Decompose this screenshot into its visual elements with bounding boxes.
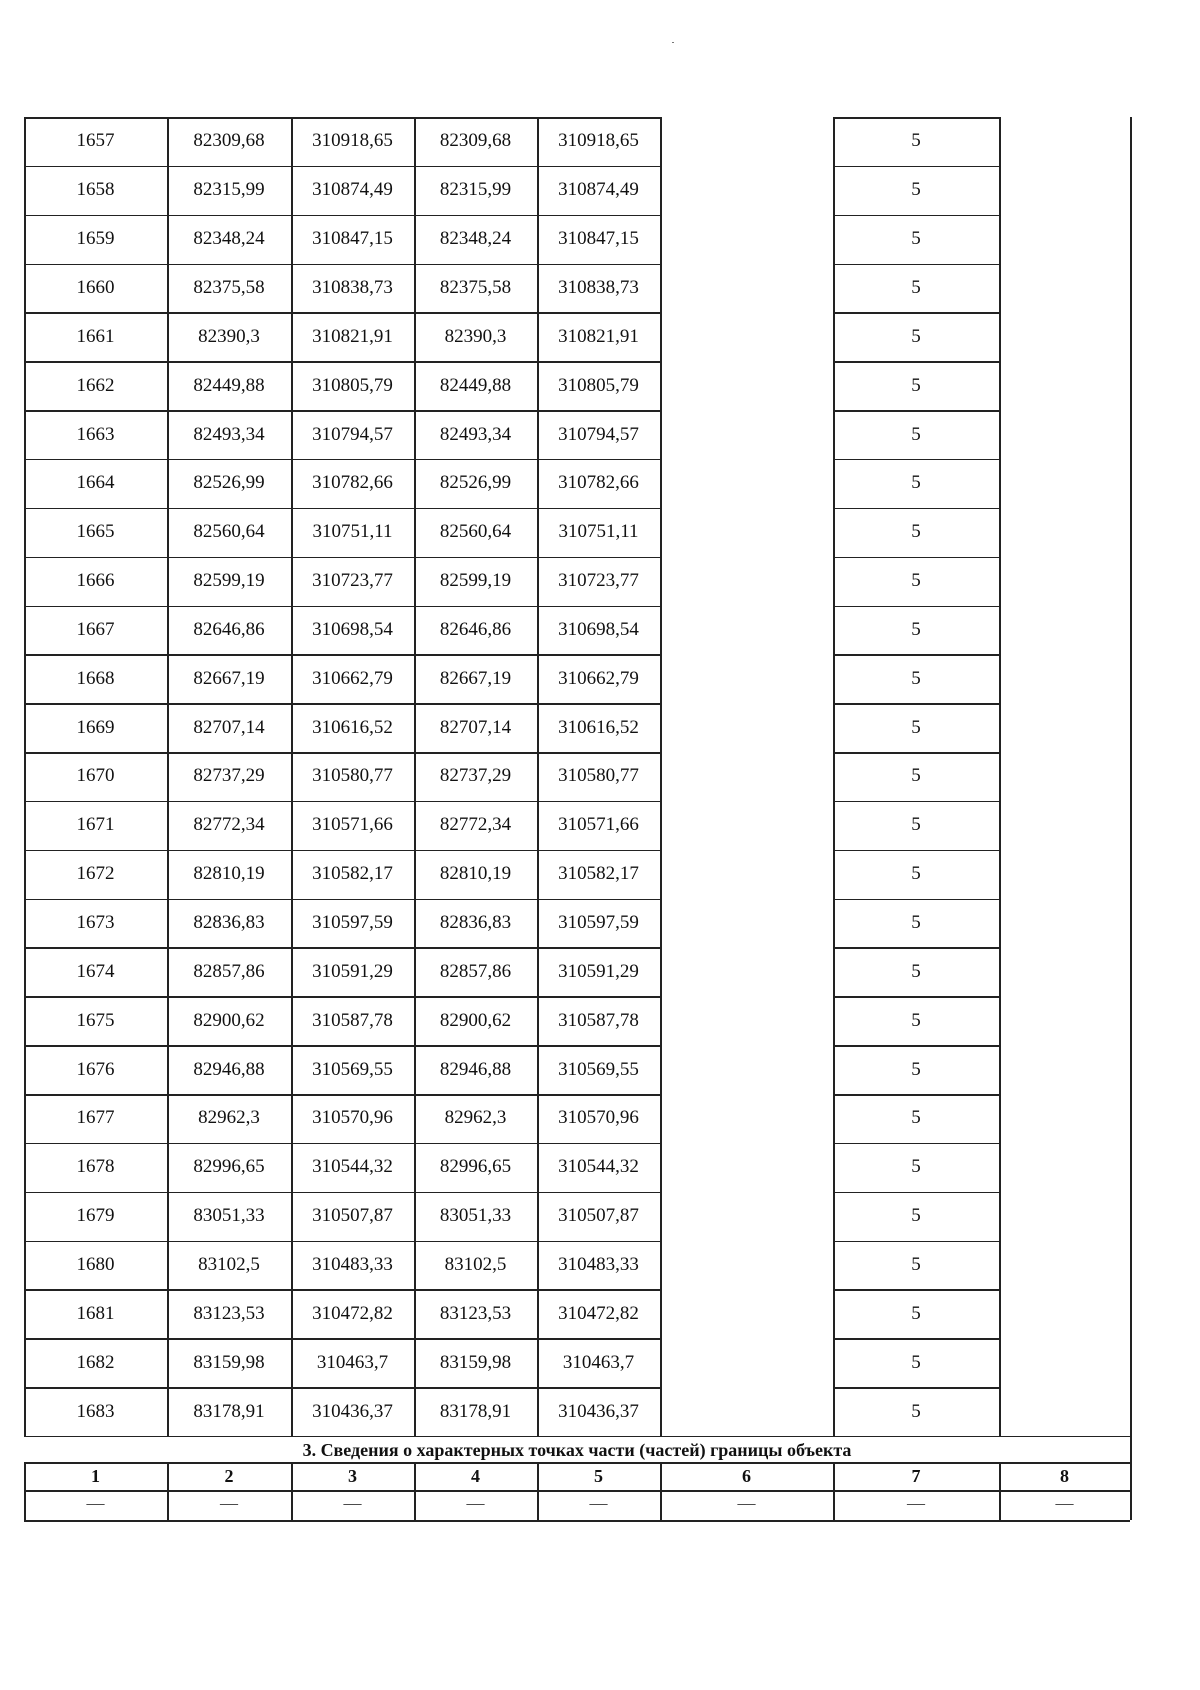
table-cell: 1664 — [76, 472, 115, 494]
table-cell: 310723,77 — [558, 570, 639, 592]
table-cell: 5 — [911, 179, 921, 201]
table-cell: 5 — [911, 667, 921, 689]
table-cell: 83102,5 — [198, 1253, 260, 1275]
table-cell: 5 — [911, 814, 921, 836]
table-row-border — [24, 264, 660, 266]
table-cell: 82836,83 — [193, 912, 265, 934]
table-row-border — [833, 361, 999, 363]
table-row-border — [24, 1289, 660, 1291]
table-cell: 83178,91 — [439, 1400, 512, 1422]
table-cell: 310463,7 — [316, 1351, 389, 1373]
table-cell: 82810,19 — [439, 863, 512, 885]
table-cell: 82772,34 — [439, 814, 512, 836]
table-cell: 5 — [911, 1253, 921, 1275]
table-cell: 310838,73 — [312, 276, 393, 298]
section3-header-cell: 2 — [224, 1466, 234, 1486]
table-cell: 5 — [911, 325, 921, 347]
table-cell: 310571,66 — [558, 814, 639, 836]
table-row-border — [24, 1045, 660, 1047]
table-row-border — [24, 361, 660, 363]
table-cell: 82946,88 — [439, 1058, 512, 1080]
table-row-border — [24, 1094, 660, 1096]
table-cell: 1680 — [76, 1253, 115, 1275]
table-cell: 1671 — [76, 814, 115, 836]
table-cell: 82449,88 — [439, 374, 512, 396]
table-row-border — [833, 850, 999, 852]
table-cell: 82962,3 — [198, 1107, 260, 1129]
table-row-border — [24, 801, 660, 803]
table-row-border — [24, 1387, 660, 1389]
table-row-border — [833, 410, 999, 412]
table-cell: 310463,7 — [562, 1351, 635, 1373]
table-cell: 310805,79 — [312, 374, 393, 396]
table-row-border — [833, 606, 999, 608]
table-cell: 83178,91 — [193, 1400, 265, 1422]
section3-header-cell: 3 — [348, 1466, 357, 1486]
table-row-border — [833, 508, 999, 510]
table-cell: 1659 — [76, 228, 115, 250]
section3-border — [24, 1436, 1130, 1438]
table-cell: 1679 — [76, 1205, 115, 1227]
table-cell: 82836,83 — [439, 912, 512, 934]
table-cell: 1677 — [76, 1107, 115, 1129]
table-cell: 1666 — [76, 570, 115, 592]
table-cell: 310569,55 — [558, 1058, 639, 1080]
table-cell: 310580,77 — [558, 765, 639, 787]
section3-empty-cell: — — [1055, 1493, 1074, 1513]
table-cell: 82309,68 — [439, 130, 512, 152]
table-cell: 310782,66 — [558, 472, 639, 494]
table-cell: 82560,64 — [439, 521, 512, 543]
table-row-border — [24, 606, 660, 608]
table-cell: 310616,52 — [312, 716, 393, 738]
table-row-border — [833, 1338, 999, 1340]
table-cell: 1667 — [76, 618, 115, 640]
table-cell: 5 — [911, 1009, 921, 1031]
table-cell: 310847,15 — [312, 228, 393, 250]
table-cell: 82348,24 — [439, 228, 512, 250]
table-row-border — [833, 654, 999, 656]
table-cell: 82315,99 — [193, 179, 265, 201]
section3-border — [24, 1520, 1130, 1522]
table-cell: 310821,91 — [312, 325, 393, 347]
table-cell: 310436,37 — [312, 1400, 393, 1422]
table-cell: 310436,37 — [558, 1400, 639, 1422]
table-cell: 82737,29 — [193, 765, 265, 787]
table-cell: 310616,52 — [558, 716, 639, 738]
table-cell: 310838,73 — [558, 276, 639, 298]
table-cell: 310597,59 — [558, 912, 639, 934]
table-cell: 82737,29 — [439, 765, 512, 787]
table-cell: 310507,87 — [312, 1205, 393, 1227]
table-cell: 5 — [911, 1351, 921, 1373]
section3-empty-cell: — — [343, 1493, 362, 1513]
section3-header-cell: 6 — [742, 1466, 751, 1486]
table-cell: 83123,53 — [193, 1302, 265, 1324]
table-row-border — [24, 410, 660, 412]
section3-header-cell: 7 — [911, 1466, 921, 1486]
table-cell: 310570,96 — [558, 1107, 639, 1129]
table-cell: 82962,3 — [444, 1107, 507, 1129]
table-cell: 5 — [911, 374, 921, 396]
table-cell: 310794,57 — [558, 423, 639, 445]
table-cell: 83102,5 — [444, 1253, 507, 1275]
table-cell: 82526,99 — [193, 472, 265, 494]
table-cell: 82900,62 — [439, 1009, 512, 1031]
table-cell: 310698,54 — [558, 618, 639, 640]
section3-border — [24, 1462, 1130, 1464]
table-row-border — [24, 459, 660, 461]
table-cell: 310794,57 — [312, 423, 393, 445]
table-row-border — [24, 654, 660, 656]
table-cell: 5 — [911, 960, 921, 982]
table-cell: 310582,17 — [558, 863, 639, 885]
table-cell: 5 — [911, 618, 921, 640]
table-row-border — [24, 752, 660, 754]
table-cell: 82857,86 — [193, 960, 265, 982]
table-cell: 83123,53 — [439, 1302, 512, 1324]
table-cell: 1681 — [76, 1302, 115, 1324]
table-cell: 1672 — [76, 863, 115, 885]
table-cell: 310821,91 — [558, 325, 639, 347]
table-cell: 310580,77 — [312, 765, 393, 787]
table-cell: 82526,99 — [439, 472, 512, 494]
table-cell: 5 — [911, 1302, 921, 1324]
table-cell: 5 — [911, 863, 921, 885]
table-row-border — [24, 117, 660, 119]
table-cell: 310591,29 — [312, 960, 393, 982]
table-cell: 310587,78 — [558, 1009, 639, 1031]
table-cell: 83159,98 — [193, 1351, 265, 1373]
table-cell: 82707,14 — [193, 716, 265, 738]
table-cell: 1665 — [76, 521, 115, 543]
table-cell: 310918,65 — [558, 130, 639, 152]
table-cell: 5 — [911, 1058, 921, 1080]
table-cell: 1663 — [76, 423, 115, 445]
table-row-border — [833, 312, 999, 314]
table-row-border — [833, 1241, 999, 1243]
table-cell: 82449,88 — [193, 374, 265, 396]
table-row-border — [833, 1094, 999, 1096]
table-cell: 5 — [911, 1205, 921, 1227]
scan-speck — [672, 42, 674, 43]
table-cell: 5 — [911, 423, 921, 445]
table-row-border — [24, 996, 660, 998]
section3-empty-cell: — — [86, 1493, 105, 1513]
table-cell: 82996,65 — [193, 1156, 265, 1178]
table-cell: 310483,33 — [312, 1253, 393, 1275]
table-cell: 82996,65 — [439, 1156, 512, 1178]
table-row-border — [833, 117, 999, 119]
table-row-border — [833, 1289, 999, 1291]
table-cell: 5 — [911, 716, 921, 738]
table-row-border — [833, 264, 999, 266]
table-cell: 1660 — [76, 276, 115, 298]
section3-empty-cell: — — [466, 1493, 485, 1513]
table-cell: 310472,82 — [558, 1302, 639, 1324]
table-cell: 82348,24 — [193, 228, 265, 250]
table-cell: 82493,34 — [439, 423, 512, 445]
table-cell: 1683 — [76, 1400, 115, 1422]
table-cell: 5 — [911, 472, 921, 494]
table-cell: 82667,19 — [439, 667, 512, 689]
table-row-border — [24, 1241, 660, 1243]
table-cell: 1673 — [76, 912, 115, 934]
table-cell: 310874,49 — [312, 179, 393, 201]
table-cell: 310698,54 — [312, 618, 393, 640]
table-cell: 82390,3 — [444, 325, 507, 347]
table-cell: 82375,58 — [439, 276, 512, 298]
table-cell: 5 — [911, 228, 921, 250]
table-cell: 5 — [911, 521, 921, 543]
section3-empty-cell: — — [589, 1493, 608, 1513]
table-cell: 83159,98 — [439, 1351, 512, 1373]
table-row-border — [833, 752, 999, 754]
table-cell: 310569,55 — [312, 1058, 393, 1080]
table-row-border — [24, 312, 660, 314]
table-cell: 310782,66 — [312, 472, 393, 494]
table-col-border — [999, 117, 1001, 1436]
table-cell: 310582,17 — [312, 863, 393, 885]
table-cell: 5 — [911, 765, 921, 787]
table-row-border — [833, 899, 999, 901]
table-cell: 82810,19 — [193, 863, 265, 885]
table-cell: 1658 — [76, 179, 115, 201]
table-cell: 1668 — [76, 667, 115, 689]
table-cell: 1662 — [76, 374, 115, 396]
table-row-border — [833, 459, 999, 461]
section3-empty-cell: — — [907, 1493, 925, 1513]
table-cell: 5 — [911, 1107, 921, 1129]
table-row-border — [833, 1387, 999, 1389]
table-cell: 82857,86 — [439, 960, 512, 982]
table-row-border — [833, 801, 999, 803]
table-cell: 310847,15 — [558, 228, 639, 250]
table-row-border — [24, 899, 660, 901]
table-row-border — [833, 1192, 999, 1194]
table-cell: 82560,64 — [193, 521, 265, 543]
table-cell: 1675 — [76, 1009, 115, 1031]
table-row-border — [24, 1143, 660, 1145]
table-cell: 82315,99 — [439, 179, 512, 201]
table-cell: 83051,33 — [439, 1205, 512, 1227]
table-col-border — [660, 117, 662, 1436]
table-cell: 310751,11 — [312, 521, 393, 543]
table-cell: 82599,19 — [439, 570, 512, 592]
table-cell: 310918,65 — [312, 130, 393, 152]
section3-col-border — [1130, 1462, 1132, 1520]
table-cell: 310805,79 — [558, 374, 639, 396]
table-cell: 82707,14 — [439, 716, 512, 738]
table-row-border — [24, 215, 660, 217]
table-cell: 82946,88 — [193, 1058, 265, 1080]
table-cell: 82646,86 — [193, 618, 265, 640]
table-cell: 82390,3 — [198, 325, 260, 347]
table-cell: 5 — [911, 570, 921, 592]
table-cell: 310507,87 — [558, 1205, 639, 1227]
table-cell: 1657 — [76, 130, 115, 152]
table-cell: 82599,19 — [193, 570, 265, 592]
table-cell: 310483,33 — [558, 1253, 639, 1275]
table-row-border — [24, 166, 660, 168]
table-cell: 82309,68 — [193, 130, 265, 152]
table-cell: 1669 — [76, 716, 115, 738]
table-cell: 310751,11 — [558, 521, 639, 543]
table-row-border — [833, 1143, 999, 1145]
table-cell: 310587,78 — [312, 1009, 393, 1031]
section3-border — [24, 1490, 1130, 1492]
table-cell: 83051,33 — [193, 1205, 265, 1227]
table-cell: 310723,77 — [312, 570, 393, 592]
table-cell: 1676 — [76, 1058, 115, 1080]
table-cell: 1674 — [76, 960, 115, 982]
table-cell: 82375,58 — [193, 276, 265, 298]
table-cell: 82646,86 — [439, 618, 512, 640]
table-cell: 82667,19 — [193, 667, 265, 689]
table-row-border — [833, 996, 999, 998]
section3-title: 3. Сведения о характерных точках части (частей) границы объекта — [302, 1439, 852, 1460]
section3-empty-cell: — — [220, 1493, 238, 1513]
table-cell: 310591,29 — [558, 960, 639, 982]
table-cell: 310544,32 — [558, 1156, 639, 1178]
table-cell: 5 — [911, 130, 921, 152]
table-cell: 1670 — [76, 765, 115, 787]
table-row-border — [24, 947, 660, 949]
table-row-border — [833, 1045, 999, 1047]
table-cell: 310662,79 — [312, 667, 393, 689]
section3-empty-cell: — — [737, 1493, 756, 1513]
table-row-border — [24, 1192, 660, 1194]
table-cell: 5 — [911, 1400, 921, 1422]
table-cell: 82900,62 — [193, 1009, 265, 1031]
table-cell: 82772,34 — [193, 814, 265, 836]
table-row-border — [24, 557, 660, 559]
table-row-border — [833, 557, 999, 559]
table-cell: 5 — [911, 912, 921, 934]
table-cell: 5 — [911, 276, 921, 298]
section3-header-cell: 5 — [594, 1466, 603, 1486]
table-row-border — [24, 850, 660, 852]
section3-header-cell: 1 — [91, 1466, 100, 1486]
table-cell: 1682 — [76, 1351, 115, 1373]
table-row-border — [833, 166, 999, 168]
section3-header-cell: 4 — [471, 1466, 480, 1486]
table-row-border — [24, 1338, 660, 1340]
table-cell: 5 — [911, 1156, 921, 1178]
table-cell: 1678 — [76, 1156, 115, 1178]
table-row-border — [833, 947, 999, 949]
table-cell: 310544,32 — [312, 1156, 393, 1178]
table-cell: 310597,59 — [312, 912, 393, 934]
table-cell: 310571,66 — [312, 814, 393, 836]
table-cell: 310472,82 — [312, 1302, 393, 1324]
table-cell: 82493,34 — [193, 423, 265, 445]
table-cell: 310570,96 — [312, 1107, 393, 1129]
table-cell: 310662,79 — [558, 667, 639, 689]
table-col-border — [1130, 117, 1132, 1520]
table-cell: 1661 — [76, 325, 115, 347]
table-row-border — [833, 703, 999, 705]
section3-header-cell: 8 — [1060, 1466, 1069, 1486]
table-row-border — [833, 215, 999, 217]
table-row-border — [24, 508, 660, 510]
table-row-border — [24, 703, 660, 705]
table-cell: 310874,49 — [558, 179, 639, 201]
